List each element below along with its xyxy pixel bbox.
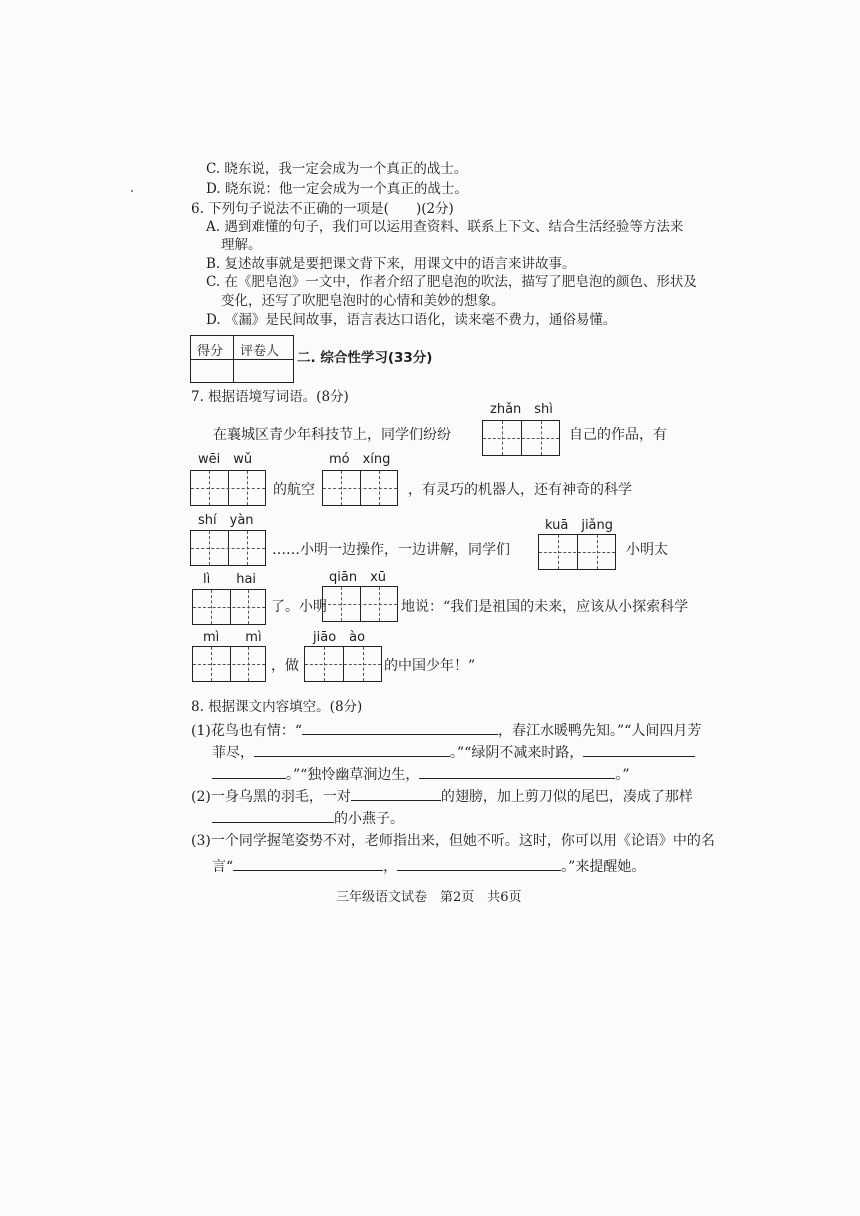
q6-option-a-line1: A. 遇到难懂的句子，我们可以运用查资料、联系上下文、结合生活经验等方法来 <box>206 219 684 235</box>
q6-option-c-line2: 变化，还写了吹肥皂泡时的心情和美妙的想象。 <box>221 293 505 309</box>
blank-3a[interactable] <box>583 742 695 757</box>
answer-box-qianxu[interactable] <box>322 586 398 622</box>
pinyin-zhanshi: zhǎn shì <box>490 402 553 417</box>
blank-5[interactable] <box>351 786 441 801</box>
score-table <box>190 335 294 383</box>
q7-text-line5b: 的中国少年！” <box>384 658 476 674</box>
pinyin-weiwu: wēi wǔ <box>198 452 253 467</box>
pinyin-shiyan: shí yàn <box>198 513 254 528</box>
q6-option-d: D. 《漏》是民间故事，语言表达口语化，读来毫不费力，通俗易懂。 <box>206 312 617 328</box>
q7-text-line3a: ……小明一边操作，一边讲解，同学们 <box>272 542 510 558</box>
q7-stem: 7. 根据语境写词语。(8分) <box>191 389 349 405</box>
q7-text-line1a: 在襄城区青少年科技节上，同学们纷纷 <box>213 427 451 443</box>
pinyin-lihai: lì hai <box>203 572 257 587</box>
score-label: 得分 <box>197 344 224 359</box>
q7-text-line2a: 的航空 <box>273 482 315 498</box>
answer-box-moxing[interactable] <box>322 470 398 506</box>
q5-option-d: D. 晓东说：他一定会成为一个真正的战士。 <box>206 181 468 197</box>
speck <box>131 190 133 192</box>
q6-option-b: B. 复述故事就是要把课文背下来，用课文中的语言来讲故事。 <box>206 256 576 272</box>
q8-part2-line2: 的小燕子。 <box>212 808 404 828</box>
q7-text-line1b: 自己的作品，有 <box>569 427 667 443</box>
answer-box-jiaoao[interactable] <box>304 646 382 682</box>
pinyin-jiaoao: jiāo ào <box>313 630 366 645</box>
q8-part1-line1: (1)花鸟也有情：“ ，春江水暖鸭先知。”“人间四月芳 <box>191 720 701 740</box>
answer-box-kuajiang[interactable] <box>538 534 616 570</box>
pinyin-kuajiang: kuā jiǎng <box>545 518 614 533</box>
answer-box-weiwu[interactable] <box>190 470 266 506</box>
blank-1[interactable] <box>302 720 498 735</box>
blank-7[interactable] <box>233 856 383 871</box>
pinyin-qianxu: qiān xū <box>329 570 387 585</box>
q8-stem: 8. 根据课文内容填空。(8分) <box>191 699 363 715</box>
q5-option-c: C. 晓东说，我一定会成为一个真正的战士。 <box>206 161 468 177</box>
q7-text-line3b: 小明太 <box>626 542 668 558</box>
pinyin-moxing: mó xíng <box>329 452 391 467</box>
blank-4[interactable] <box>419 764 615 779</box>
q6-stem: 6. 下列句子说法不正确的一项是( )(2分) <box>191 201 454 217</box>
blank-8[interactable] <box>397 856 561 871</box>
section-2-title: 二. 综合性学习(33分) <box>297 350 433 366</box>
q8-part1-line2: 菲尽， 。”“绿阴不减来时路， <box>212 742 695 762</box>
q8-part3-line1: (3)一个同学握笔姿势不对，老师指出来，但她不听。这时，你可以用《论语》中的名 <box>191 833 715 849</box>
answer-box-lihai[interactable] <box>192 589 266 625</box>
blank-6[interactable] <box>212 808 334 823</box>
q7-text-line4a: 了。小明 <box>271 599 327 615</box>
grader-label: 评卷人 <box>240 344 280 359</box>
q6-option-c-line1: C. 在《肥皂泡》一文中，作者介绍了肥皂泡的吹法，描写了肥皂泡的颜色、形状及 <box>206 274 697 290</box>
answer-box-zhanshi[interactable] <box>482 420 560 456</box>
blank-2[interactable] <box>254 742 450 757</box>
pinyin-mimi: mì mì <box>203 630 262 645</box>
page-footer: 三年级语文试卷 第2页 共6页 <box>336 890 522 905</box>
q7-text-line2b: ，有灵巧的机器人，还有神奇的科学 <box>408 482 632 498</box>
blank-3b[interactable] <box>212 764 286 779</box>
answer-box-mimi[interactable] <box>192 646 266 682</box>
q8-part3-line2: 言“ ， 。”来提醒她。 <box>212 856 645 876</box>
q7-text-line4b: 地说：“我们是祖国的未来，应该从小探索科学 <box>401 599 689 615</box>
q6-option-a-line2: 理解。 <box>221 237 262 253</box>
q7-text-line5a: ，做 <box>271 658 299 674</box>
q8-part1-line3: 。”“独怜幽草涧边生， 。” <box>212 764 630 784</box>
answer-box-shiyan[interactable] <box>190 530 266 566</box>
q8-part2-line1: (2)一身乌黑的羽毛，一对 的翅膀，加上剪刀似的尾巴，凑成了那样 <box>191 786 693 806</box>
